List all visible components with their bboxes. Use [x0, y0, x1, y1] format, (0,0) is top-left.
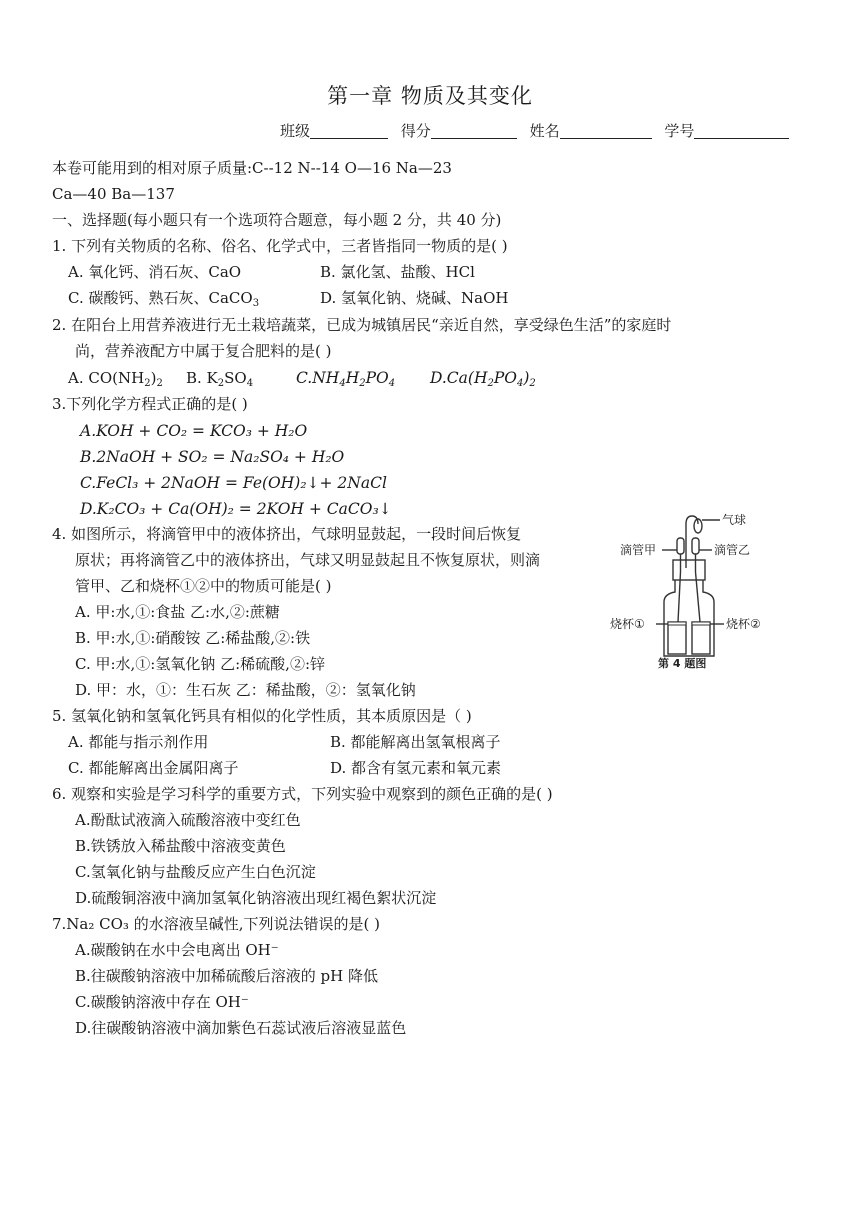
label-beaker-1: 烧杯① [610, 617, 645, 631]
q7-option-b: B.往碳酸钠溶液中加稀硫酸后溶液的 pH 降低 [75, 967, 379, 985]
score-blank[interactable] [431, 122, 517, 139]
q1-stem: 1. 下列有关物质的名称、俗名、化学式中，三者皆指同一物质的是( ) [52, 237, 508, 255]
q7-option-c: C.碳酸钠溶液中存在 OH⁻ [75, 993, 249, 1011]
q4-apparatus-figure [606, 506, 790, 670]
dropper-a-bulb-icon [677, 538, 684, 554]
label-dropper-a: 滴管甲 [620, 543, 657, 557]
q7-option-d: D.往碳酸钠溶液中滴加紫色石蕊试液后溶液显蓝色 [75, 1019, 407, 1037]
q2-option-b-mid: SO [224, 369, 247, 387]
atomic-mass-line1: 本卷可能用到的相对原子质量:C--12 N--14 O—16 Na—23 [52, 159, 452, 177]
q6-option-b: B.铁锈放入稀盐酸中溶液变黄色 [75, 837, 286, 855]
q6-option-a: A.酚酞试液滴入硫酸溶液中变红色 [75, 811, 301, 829]
q4-stem-line3: 管甲、乙和烧杯①②中的物质可能是( ) [75, 577, 332, 595]
class-blank[interactable] [310, 122, 388, 139]
q2-option-a-close: ) [150, 369, 157, 387]
q2-option-c: $C.NH_4H_2PO_4$ [296, 369, 396, 389]
q4-option-b: B. 甲:水,①:硝酸铵 乙:稀盐酸,②:铁 [75, 629, 311, 647]
q4-option-a: A. 甲:水,①:食盐 乙:水,②:蔗糖 [75, 603, 280, 621]
label-dropper-b: 滴管乙 [714, 543, 751, 557]
name-label: 姓名 [529, 122, 560, 140]
bottle-icon [664, 580, 714, 656]
q2-option-c-h: H [345, 369, 360, 387]
q2-stem-line2: 尚，营养液配方中属于复合肥料的是( ) [75, 342, 332, 360]
q1-option-a: A. 氧化钙、消石灰、CaO [68, 263, 242, 281]
q5-option-b: B. 都能解离出氢氧根离子 [330, 733, 501, 751]
q1-option-b: B. 氯化氢、盐酸、HCl [320, 263, 475, 281]
q3-option-b: B.2NaOH + SO₂ = Na₂SO₄ + H₂O [80, 448, 345, 466]
q2-option-c-text: C.NH [296, 369, 340, 387]
q6-option-c: C.氢氧化钠与盐酸反应产生白色沉淀 [75, 863, 316, 881]
stopper-icon [673, 560, 705, 580]
q2-option-d-close: ) [523, 369, 530, 387]
q2-option-d: $D.Ca(H_2PO_4)_2$ [430, 369, 536, 389]
q3-stem: 3.下列化学方程式正确的是( ) [52, 395, 248, 413]
q1-option-d: D. 氢氧化钠、烧碱、NaOH [320, 289, 509, 307]
label-beaker-2: 烧杯② [726, 617, 761, 631]
q2-option-b: B. $K_2SO_4$ [186, 369, 254, 389]
q2-option-a: A. $CO(NH_2)_2$ [68, 369, 163, 389]
q2-option-c-po: PO [365, 369, 389, 387]
q5-option-a: A. 都能与指示剂作用 [68, 733, 209, 751]
q5-option-d: D. 都含有氢元素和氧元素 [330, 759, 502, 777]
dropper-b-bulb-icon [692, 538, 699, 554]
q5-option-c: C. 都能解离出金属阳离子 [68, 759, 239, 777]
q3-option-d: D.K₂CO₃ + Ca(OH)₂ = 2KOH + CaCO₃↓ [80, 500, 392, 518]
beaker-2-icon [692, 622, 710, 654]
section-heading: 一、选择题(每小题只有一个选项符合题意，每小题 2 分，共 40 分) [52, 211, 502, 229]
q6-stem: 6. 观察和实验是学习科学的重要方式，下列实验中观察到的颜色正确的是( ) [52, 785, 553, 803]
q2-option-b-text: B. K [186, 369, 218, 387]
figure-caption: 第 4 题图 [658, 657, 707, 670]
student-info-line [280, 120, 789, 141]
q4-stem-line2: 原状；再将滴管乙中的液体挤出，气球又明显鼓起且不恢复原状，则滴 [75, 551, 541, 569]
id-label: 学号 [664, 122, 695, 140]
q1-option-c-text: C. 碳酸钙、熟石灰、CaCO [68, 289, 253, 307]
q2-option-a-text: A. CO(NH [68, 369, 145, 387]
label-balloon: 气球 [722, 513, 747, 527]
q7-stem: 7.Na₂ CO₃ 的水溶液呈碱性,下列说法错误的是( ) [52, 915, 380, 933]
name-blank[interactable] [560, 122, 652, 139]
q5-stem: 5. 氢氧化钠和氢氧化钙具有相似的化学性质，其本质原因是（ ) [52, 707, 472, 725]
q2-option-d-po: PO [493, 369, 517, 387]
q7-option-a: A.碳酸钠在水中会电离出 OH⁻ [75, 941, 279, 959]
q1-option-c: C. 碳酸钙、熟石灰、CaCO$_3$ [68, 289, 260, 309]
atomic-mass-line2: Ca—40 Ba—137 [52, 185, 175, 203]
class-label: 班级 [280, 122, 311, 140]
beaker-1-icon [668, 622, 686, 654]
q4-option-c: C. 甲:水,①:氢氧化钠 乙:稀硫酸,②:锌 [75, 655, 325, 673]
q3-option-a: A.KOH + CO₂ = KCO₃ + H₂O [80, 422, 308, 440]
q4-option-d: D. 甲：水，①：生石灰 乙：稀盐酸，②：氢氧化钠 [75, 681, 416, 699]
q3-option-c: C.FeCl₃ + 2NaOH = Fe(OH)₂↓+ 2NaCl [80, 474, 387, 492]
q6-option-d: D.硫酸铜溶液中滴加氢氧化钠溶液出现红褐色絮状沉淀 [75, 889, 437, 907]
q2-option-d-text: D.Ca(H [430, 369, 488, 387]
id-blank[interactable] [694, 122, 789, 139]
score-label: 得分 [400, 122, 431, 140]
q2-stem-line1: 2. 在阳台上用营养液进行无土栽培蔬菜，已成为城镇居民“亲近自然，享受绿色生活”的家庭时 [52, 316, 672, 334]
q4-stem-line1: 4. 如图所示，将滴管甲中的液体挤出，气球明显鼓起，一段时间后恢复 [52, 525, 522, 543]
page-title: 第一章 物质及其变化 [327, 84, 533, 108]
